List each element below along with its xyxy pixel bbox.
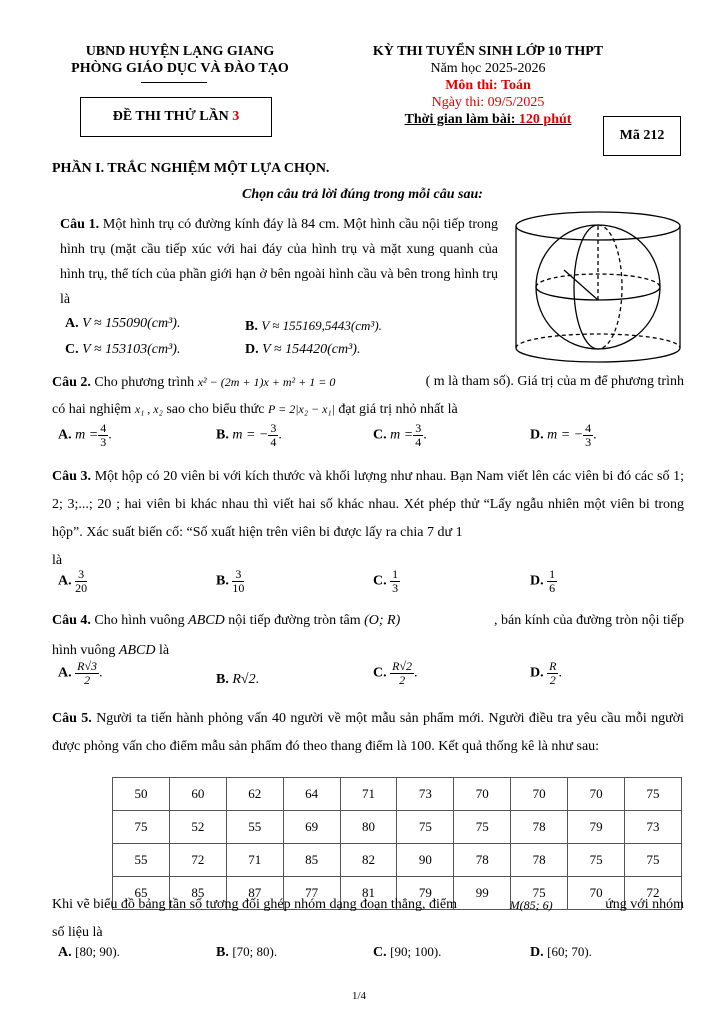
table-cell: 75 (625, 844, 682, 877)
exam-title: KỲ THI TUYỂN SINH LỚP 10 THPT (372, 44, 604, 59)
table-cell: 64 (283, 778, 340, 811)
table-cell: 65 (113, 877, 170, 910)
part1-title: PHẦN I. TRẮC NGHIỆM MỘT LỰA CHỌN. (52, 161, 330, 176)
q2-option-a: A. m = $\frac{4}{3}$ . (58, 421, 112, 449)
time-value: 120 phút (518, 112, 572, 127)
q3-option-b: B. $\frac{3}{10}$ (216, 567, 245, 595)
q5-option-a: A. [80; 90). (58, 944, 120, 960)
q2-option-b: B. m = − $\frac{3}{4}$ . (216, 421, 282, 449)
cylinder-bottom-front (516, 348, 680, 362)
q3-option-d: D. $\frac{1}{6}$ (530, 567, 556, 595)
table-cell: 70 (568, 877, 625, 910)
q1-option-a: A. V ≈ 155090(cm³). (65, 316, 181, 331)
q1-option-c: C. V ≈ 153103(cm³). (65, 342, 181, 357)
q1-option-b: B. V ≈ 155169,5443(cm³). (245, 318, 382, 334)
table-cell: 99 (454, 877, 511, 910)
q5-option-b: B. [70; 80). (216, 944, 278, 960)
table-cell: 77 (283, 877, 340, 910)
q3-option-c: C. $\frac{1}{3}$ (373, 567, 399, 595)
question-1 (60, 212, 498, 312)
table-cell: 79 (568, 811, 625, 844)
radius-slant (564, 270, 598, 300)
q1-text: Một hình trụ có đường kính đáy là 84 cm. Một hình cầu nội tiếp trong hình trụ (mặt cầu tiếp xúc với hai đáy của hình trụ và mặt xung quanh của hình trụ, thể tích của phần giới hạn ở bên ngoài hình cầu và bên trong hình trụ là (60, 217, 498, 307)
table-cell: 75 (511, 877, 568, 910)
question-4: Câu 4. Cho hình vuông ABCD nội tiếp đường tròn tâm (O; R) , bán kính của đường tròn nội tiếp hình vuông ABCD là (52, 613, 684, 658)
table-row (113, 811, 682, 844)
exam-label-box (80, 97, 272, 137)
q3-option-a: A. $\frac{3}{20}$ (58, 567, 88, 595)
q1-option-d: D. V ≈ 154420(cm³). (245, 342, 361, 357)
q4-option-c: C. $\frac{R√2}{2}$ . (373, 659, 418, 687)
exam-number: 3 (232, 109, 240, 124)
sphere-meridian-front (574, 225, 598, 349)
table-cell: 73 (397, 778, 454, 811)
q5-option-c: C. [90; 100). (373, 944, 442, 960)
table-cell: 78 (454, 844, 511, 877)
exam-label: ĐỀ THI THỬ LẦN (112, 109, 229, 124)
table-cell: 55 (113, 844, 170, 877)
q2-equation: x² − (2m + 1)x + m² + 1 = 0 (197, 375, 336, 389)
cylinder-bottom-back (516, 334, 680, 348)
q5-option-d: D. [60; 70). (530, 944, 592, 960)
q5-followup: Khi vẽ biểu đồ bảng tần số tương đối ghép nhóm dạng đoạn thẳng, điểm M(85; 6) ứng với nhóm số liệu là (52, 897, 684, 940)
q4-option-d: D. $\frac{R}{2}$ . (530, 659, 562, 687)
exam-code: Mã 212 (619, 128, 665, 143)
table-cell: 71 (226, 844, 283, 877)
part1-instruction: Chọn câu trả lời đúng trong mỗi câu sau: (242, 187, 483, 202)
table-cell: 73 (625, 811, 682, 844)
q2-option-c: C. m = $\frac{3}{4}$ . (373, 421, 427, 449)
table-cell: 80 (340, 811, 397, 844)
table-cell: 87 (226, 877, 283, 910)
table-cell: 60 (169, 778, 226, 811)
q2-option-d: D. m = − $\frac{4}{3}$ . (530, 421, 597, 449)
table-cell: 75 (397, 811, 454, 844)
question-5: Câu 5. Người ta tiến hành phỏng vấn 40 người về một mẫu sản phẩm mới. Người điều tra yêu cầu mỗi người được phỏng vấn cho điểm mẫu sản phẩm đó theo thang điểm là 100. Kết quả thống kê là như sau: (52, 711, 685, 754)
table-cell: 75 (454, 811, 511, 844)
table-row (113, 844, 682, 877)
table-cell: 85 (283, 844, 340, 877)
org-line2: PHÒNG GIÁO DỤC VÀ ĐÀO TẠO (71, 61, 289, 76)
header-underline (141, 82, 207, 83)
header-right (348, 43, 628, 128)
table-cell: 72 (625, 877, 682, 910)
table-cell: 72 (169, 844, 226, 877)
question-2: Câu 2. Cho phương trình x² − (2m + 1)x + m² + 1 = 0 ( m là tham số). Giá trị của m để phương trình có hai nghiệm x₁ , x₂ sao cho biểu thức P = 2|x₂ − x₁| đạt giá trị nhỏ nhất là (52, 374, 684, 417)
table-cell: 79 (397, 877, 454, 910)
table-cell: 70 (511, 778, 568, 811)
table-cell: 85 (169, 877, 226, 910)
exam-date: Ngày thi: 09/5/2025 (431, 95, 545, 110)
table-cell: 81 (340, 877, 397, 910)
table-cell: 70 (568, 778, 625, 811)
table-cell: 50 (113, 778, 170, 811)
header-left (55, 43, 305, 77)
table-cell: 55 (226, 811, 283, 844)
exam-time (348, 111, 628, 128)
cylinder-sphere-figure (512, 208, 684, 368)
table-cell: 69 (283, 811, 340, 844)
org-line1: UBND HUYỆN LẠNG GIANG (85, 44, 275, 59)
table-cell: 70 (454, 778, 511, 811)
table-cell: 75 (568, 844, 625, 877)
table-cell: 78 (511, 844, 568, 877)
exam-code-box (603, 116, 681, 156)
school-year: Năm học 2025-2026 (430, 61, 546, 76)
table-cell: 75 (625, 778, 682, 811)
q4-option-a: A. $\frac{R√3}{2}$ . (58, 659, 103, 687)
table-cell: 71 (340, 778, 397, 811)
table-cell: 90 (397, 844, 454, 877)
page-number: 1/4 (352, 990, 367, 1002)
subject: Môn thi: Toán (445, 78, 531, 93)
q4-option-b: B. R√2. (216, 672, 260, 687)
sphere-meridian-back (598, 225, 622, 349)
table-cell: 78 (511, 811, 568, 844)
table-cell: 75 (113, 811, 170, 844)
question-3: Câu 3. Một hộp có 20 viên bi với kích thước và khối lượng như nhau. Bạn Nam viết lên các viên bi đó các số 1; 2; 3;...; 20 ; hai viên bi khác nhau thì viết hai số khác nhau. Xét phép thử “Lấy ngẫu nhiên một viên bi trong hộp”. Xác suất biến cố: “Số xuất hiện trên viên bi được lấy ra chia 7 dư 1 là (52, 469, 684, 568)
table-cell: 82 (340, 844, 397, 877)
time-label: Thời gian làm bài: (404, 112, 516, 127)
table-cell: 52 (169, 811, 226, 844)
table-cell: 62 (226, 778, 283, 811)
q1-label: Câu 1. (60, 217, 100, 232)
table-row (113, 778, 682, 811)
